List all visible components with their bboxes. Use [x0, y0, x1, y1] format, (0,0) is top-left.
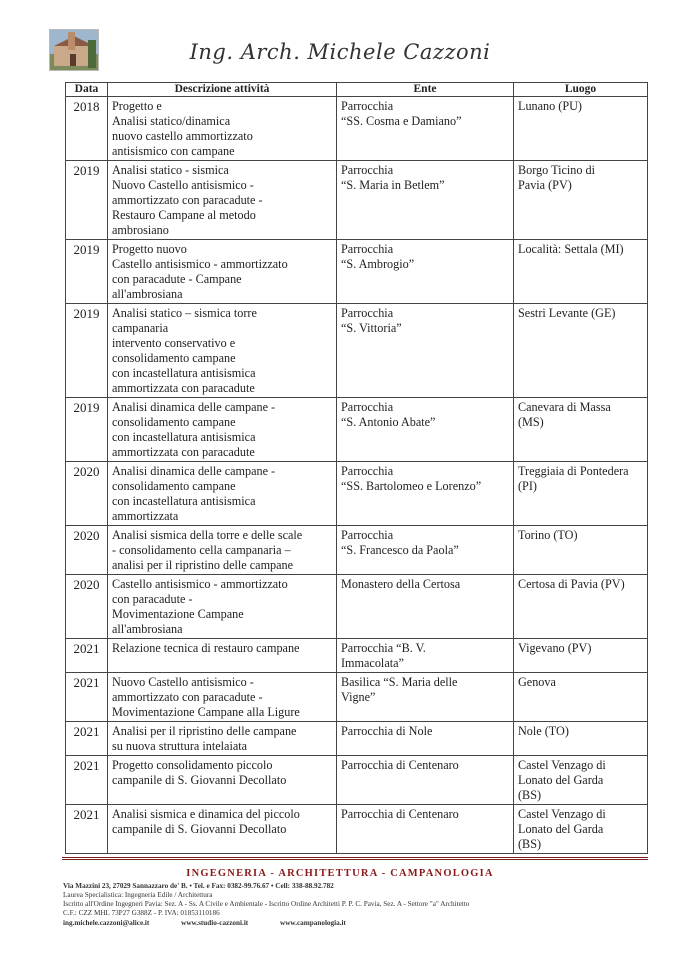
ente-cell: Parrocchia di Centenaro: [337, 756, 514, 805]
footer-degree: Laurea Specialistica: Ingegneria Edile / Architettura: [63, 891, 213, 899]
luogo-cell: Torino (TO): [514, 526, 648, 575]
year-cell: 2019: [66, 240, 108, 304]
luogo-cell: Borgo Ticino di Pavia (PV): [514, 161, 648, 240]
description-cell: Analisi dinamica delle campane - consolidamento campane con incastellatura antisismica ammortizzata con paracadute: [108, 398, 337, 462]
year-cell: 2018: [66, 97, 108, 161]
column-header-data: Data: [66, 83, 108, 97]
ente-cell: Parrocchia di Nole: [337, 722, 514, 756]
year-cell: 2021: [66, 639, 108, 673]
table-row: [66, 462, 648, 526]
description-cell: Progetto nuovo Castello antisismico - ammortizzato con paracadute - Campane all'ambrosiana: [108, 240, 337, 304]
description-cell: Progetto e Analisi statico/dinamica nuovo castello ammortizzato antisismico con campane: [108, 97, 337, 161]
luogo-cell: Certosa di Pavia (PV): [514, 575, 648, 639]
description-cell: Progetto consolidamento piccolo campanile di S. Giovanni Decollato: [108, 756, 337, 805]
table-row: [66, 639, 648, 673]
page-title: Ing. Arch. Michele Cazzoni: [189, 40, 491, 64]
table-row: [66, 161, 648, 240]
luogo-cell: Sestri Levante (GE): [514, 304, 648, 398]
footer-website2-link[interactable]: www.campanologia.it: [280, 919, 346, 927]
description-cell: Castello antisismico - ammortizzato con paracadute - Movimentazione Campane all'ambrosiana: [108, 575, 337, 639]
description-cell: Analisi sismica della torre e delle scale - consolidamento cella campanaria – analisi per il ripristino delle campane: [108, 526, 337, 575]
table-row: [66, 673, 648, 722]
ente-cell: Parrocchia “B. V. Immacolata”: [337, 639, 514, 673]
table-row: [66, 526, 648, 575]
luogo-cell: Nole (TO): [514, 722, 648, 756]
footer-divider: [62, 857, 648, 860]
footer-website-link[interactable]: www.studio-cazzoni.it: [181, 919, 249, 927]
description-cell: Analisi statico – sismica torre campanaria intervento conservativo e consolidamento campane con incastellatura antisismica ammortizzata con paracadute: [108, 304, 337, 398]
year-cell: 2019: [66, 304, 108, 398]
year-cell: 2019: [66, 161, 108, 240]
description-cell: Analisi dinamica delle campane - consolidamento campane con incastellatura antisismica ammortizzata: [108, 462, 337, 526]
footer-tax-id: C.F.: CZZ MHL 73P27 G388Z - P. IVA: 01853110186: [63, 909, 220, 917]
luogo-cell: Castel Venzago di Lonato del Garda (BS): [514, 805, 648, 854]
column-header-descrizione: Descrizione attività: [108, 83, 337, 97]
year-cell: 2021: [66, 722, 108, 756]
luogo-cell: Castel Venzago di Lonato del Garda (BS): [514, 756, 648, 805]
luogo-cell: Lunano (PU): [514, 97, 648, 161]
footer-email-link[interactable]: ing.michele.cazzoni@alice.it: [63, 919, 150, 927]
year-cell: 2020: [66, 462, 108, 526]
ente-cell: Parrocchia “S. Antonio Abate”: [337, 398, 514, 462]
ente-cell: Parrocchia “S. Francesco da Paola”: [337, 526, 514, 575]
ente-cell: Parrocchia di Centenaro: [337, 805, 514, 854]
luogo-cell: Canevara di Massa (MS): [514, 398, 648, 462]
ente-cell: Parrocchia “SS. Cosma e Damiano”: [337, 97, 514, 161]
ente-cell: Parrocchia “SS. Bartolomeo e Lorenzo”: [337, 462, 514, 526]
column-header-luogo: Luogo: [514, 83, 648, 97]
ente-cell: Parrocchia “S. Vittoria”: [337, 304, 514, 398]
description-cell: Relazione tecnica di restauro campane: [108, 639, 337, 673]
table-row: [66, 756, 648, 805]
year-cell: 2019: [66, 398, 108, 462]
luogo-cell: Vigevano (PV): [514, 639, 648, 673]
luogo-cell: Genova: [514, 673, 648, 722]
table-row: [66, 722, 648, 756]
table-row: [66, 398, 648, 462]
luogo-cell: Località: Settala (MI): [514, 240, 648, 304]
table-row: [66, 805, 648, 854]
description-cell: Analisi per il ripristino delle campane su nuova struttura intelaiata: [108, 722, 337, 756]
year-cell: 2021: [66, 673, 108, 722]
column-header-ente: Ente: [337, 83, 514, 97]
year-cell: 2020: [66, 526, 108, 575]
footer-links: [63, 919, 376, 927]
page-header: [0, 0, 680, 76]
footer-title: INGEGNERIA - ARCHITETTURA - CAMPANOLOGIA: [186, 868, 494, 879]
activity-table: [65, 82, 648, 854]
table-row: [66, 575, 648, 639]
ente-cell: Parrocchia “S. Maria in Betlem”: [337, 161, 514, 240]
year-cell: 2021: [66, 805, 108, 854]
table-header-row: [66, 83, 648, 97]
ente-cell: Basilica “S. Maria delle Vigne”: [337, 673, 514, 722]
table-row: [66, 304, 648, 398]
year-cell: 2021: [66, 756, 108, 805]
luogo-cell: Treggiaia di Pontedera (PI): [514, 462, 648, 526]
table-row: [66, 97, 648, 161]
year-cell: 2020: [66, 575, 108, 639]
description-cell: Nuovo Castello antisismico - ammortizzato con paracadute - Movimentazione Campane alla Ligure: [108, 673, 337, 722]
ente-cell: Monastero della Certosa: [337, 575, 514, 639]
table-row: [66, 240, 648, 304]
description-cell: Analisi sismica e dinamica del piccolo campanile di S. Giovanni Decollato: [108, 805, 337, 854]
description-cell: Analisi statico - sismica Nuovo Castello antisismico - ammortizzato con paracadute - Restauro Campane al metodo ambrosiano: [108, 161, 337, 240]
footer-registration: Iscritto all'Ordine Ingegneri Pavia: Sez. A - Ss. A Civile e Ambientale - Iscritto Ordine Architetti P. P. C. Pavia, Sez. A - Settore "a" Architetto: [63, 900, 470, 908]
ente-cell: Parrocchia “S. Ambrogio”: [337, 240, 514, 304]
footer-address: Via Mazzini 23, 27029 Sannazzaro de' B. • Tel. e Fax: 0382-99.76.67 • Cell: 338-88.92.782: [63, 882, 334, 890]
